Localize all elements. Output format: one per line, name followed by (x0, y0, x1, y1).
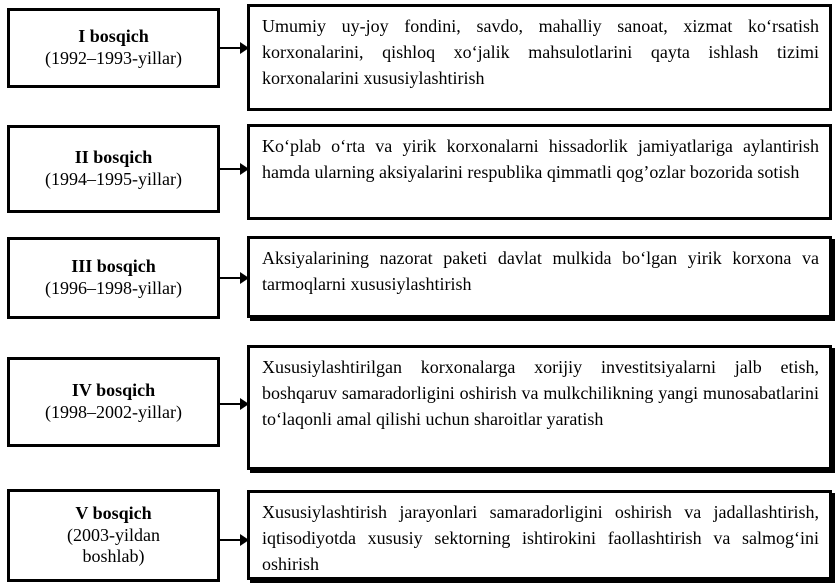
stage-2-description-text: Ko‘plab o‘rta va yirik korxonalarni hissadorlik jamiyatlariga aylantirish hamda ularning aksiyalarini respublika qimmatli qog’ozlar bozorida sotish (262, 136, 819, 182)
stage-4-description (247, 345, 832, 470)
stage-4-box (7, 357, 220, 447)
stage-5-years: (2003-yildan boshlab) (67, 524, 160, 567)
stage-2-years: (1994–1995-yillar) (45, 169, 182, 189)
stage-3-title: III bosqich (71, 256, 156, 277)
stage-3-description (247, 236, 832, 318)
stage-4-years: (1998–2002-yillar) (45, 402, 182, 422)
stage-3-years: (1996–1998-yillar) (45, 278, 182, 298)
stage-5-arrow (220, 539, 241, 541)
stage-3-box (7, 237, 220, 319)
stage-5-box (7, 489, 220, 582)
stage-3-arrow (220, 277, 241, 279)
stage-5-title: V bosqich (75, 503, 152, 524)
stage-2-arrow (220, 168, 241, 170)
stage-2-title: II bosqich (74, 147, 153, 168)
stage-5-description (247, 490, 832, 580)
stage-1-title: I bosqich (78, 26, 149, 47)
stage-4-arrow (220, 403, 241, 405)
stage-3-description-text: Aksiyalarining nazorat paketi davlat mulkida bo‘lgan yirik korxona va tarmoqlarni xususiylashtirish (262, 248, 819, 294)
stage-1-arrow (220, 47, 241, 49)
stage-2-description (247, 124, 832, 220)
stage-4-title: IV bosqich (71, 380, 156, 401)
stage-1-description-text: Umumiy uy-joy fondini, savdo, mahalliy sanoat, xizmat ko‘rsatish korxonalarini, qishloq xo‘jalik mahsulotlarini qayta ishlash tizimi korxonalarini xususiylashtirish (262, 16, 819, 88)
stage-1-description (247, 4, 832, 111)
stage-1-box (7, 8, 220, 88)
stage-1-years: (1992–1993-yillar) (45, 48, 182, 68)
stage-4-description-text: Xususiylashtirilgan korxonalarga xorijiy investitsiyalarni jalb etish, boshqaruv samaradorligini oshirish va mulkchilikning yangi munosabatlarini to‘laqonli amal qilishi uchun sharoitlar yaratish (262, 357, 819, 429)
stage-5-description-text: Xususiylashtirish jarayonlari samaradorligini oshirish va jadallashtirish, iqtisodiyotda xususiy sektorning ishtirokini faollashtirish va salmog‘ini oshirish (262, 502, 819, 574)
stage-2-box (7, 125, 220, 213)
